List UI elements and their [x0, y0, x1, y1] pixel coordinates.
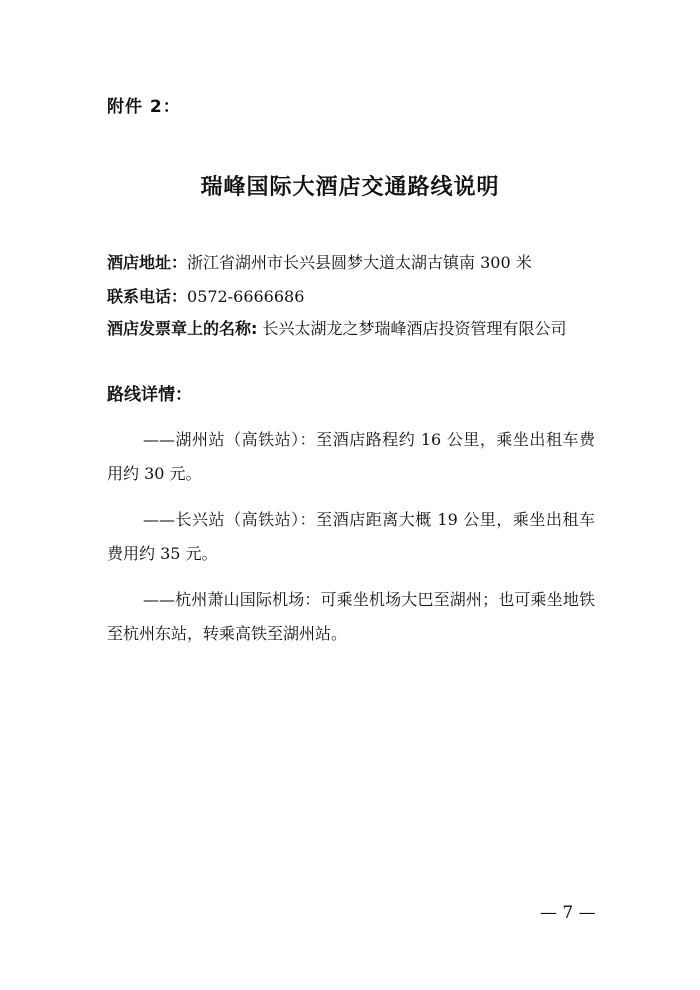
hotel-address-label: 酒店地址： — [107, 253, 188, 272]
route-details-heading: 路线详情： — [107, 385, 192, 405]
page-number: — 7 — — [540, 903, 596, 923]
hotel-invoice-line — [107, 316, 567, 339]
page-title: 瑞峰国际大酒店交通路线说明 — [200, 174, 500, 200]
route-item-changxing-station: ——长兴站（高铁站）：至酒店距离大概 19 公里，乘坐出租车费用约 35 元。 — [107, 510, 595, 563]
hotel-phone-line — [107, 284, 304, 307]
route-item-hangzhou-airport: ——杭州萧山国际机场：可乘坐机场大巴至湖州；也可乘坐地铁至杭州东站，转乘高铁至湖州站。 — [107, 590, 595, 643]
hotel-invoice-value: 长兴太湖龙之梦瑞峰酒店投资管理有限公司 — [257, 319, 567, 338]
hotel-invoice-label: 酒店发票章上的名称: — [107, 319, 258, 338]
hotel-phone-value: 0572-6666686 — [187, 287, 305, 306]
hotel-address-line — [107, 250, 532, 273]
hotel-phone-label: 联系电话： — [107, 287, 188, 306]
attachment-label: 附件 2： — [107, 97, 181, 117]
hotel-address-value: 浙江省湖州市长兴县圆梦大道太湖古镇南 300 米 — [187, 253, 532, 272]
route-item-huzhou-station: ——湖州站（高铁站）：至酒店路程约 16 公里，乘坐出租车费用约 30 元。 — [107, 430, 595, 483]
